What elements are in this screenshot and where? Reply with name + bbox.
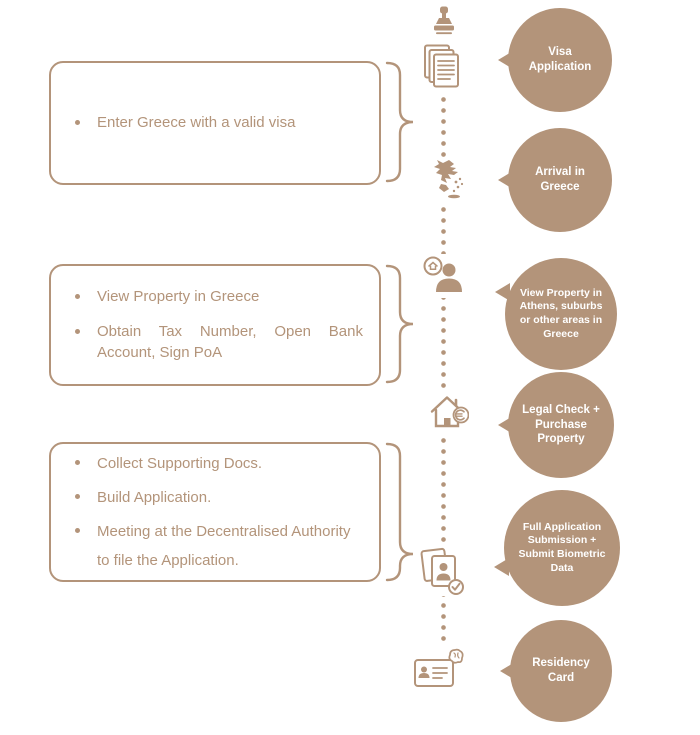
bullet-list [75,286,363,364]
bullet-list [75,449,363,576]
bullet-dot [75,494,80,499]
list-item [75,112,363,134]
detail-box-application [49,442,381,582]
bullet-dot [75,460,80,465]
step-bubble-label: Visa Application [528,46,592,73]
property-agent-icon [421,254,467,298]
step-bubble-label: Residency Card [532,657,590,684]
id-card-brain-icon [412,647,466,693]
brace-connector-1 [385,61,417,183]
bullet-text: Meeting at the Decentralised Authority to file the Application. [97,523,351,570]
list-item [75,517,363,576]
bullet-text: Enter Greece with a valid visa [97,114,296,132]
step-bubble-label: Legal Check + Purchase Property [522,403,600,446]
list-item [75,449,363,478]
house-euro-icon [424,390,470,434]
brace-connector-3 [385,442,417,582]
bullet-text: Obtain Tax Number, Open Bank Account, Sign PoA [97,322,363,362]
bullet-dot [75,329,80,334]
step-bubble-label: View Property in Athens, suburbs or other areas in Greece [519,286,603,340]
list-item [75,286,363,308]
detail-box-property [49,264,381,386]
greece-map-icon [426,157,468,201]
list-item [75,321,363,365]
bullet-list [75,112,363,134]
bullet-text: Collect Supporting Docs. [97,454,263,472]
brace-connector-2 [385,264,417,386]
detail-box-visa [49,61,381,185]
step-bubble-view-property [505,258,617,370]
step-bubble-label: Arrival in Greece [535,166,585,193]
step-bubble-residency-card [510,620,612,722]
visa-stamp-icon [428,3,460,37]
application-cards-icon [418,544,466,596]
step-bubble-visa-application [508,8,612,112]
bullet-text: Build Application. [97,488,212,506]
list-item [75,483,363,512]
step-bubble-application-submission [504,490,620,606]
step-bubble-label: Full Application Submission + Submit Biometric Data [518,520,606,574]
bullet-dot [75,294,80,299]
bullet-dot [75,528,80,533]
bullet-dot [75,120,80,125]
documents-icon [420,42,464,92]
step-bubble-arrival-in-greece [508,128,612,232]
bullet-text: View Property in Greece [97,287,260,305]
step-bubble-legal-check-purchase [508,372,614,478]
